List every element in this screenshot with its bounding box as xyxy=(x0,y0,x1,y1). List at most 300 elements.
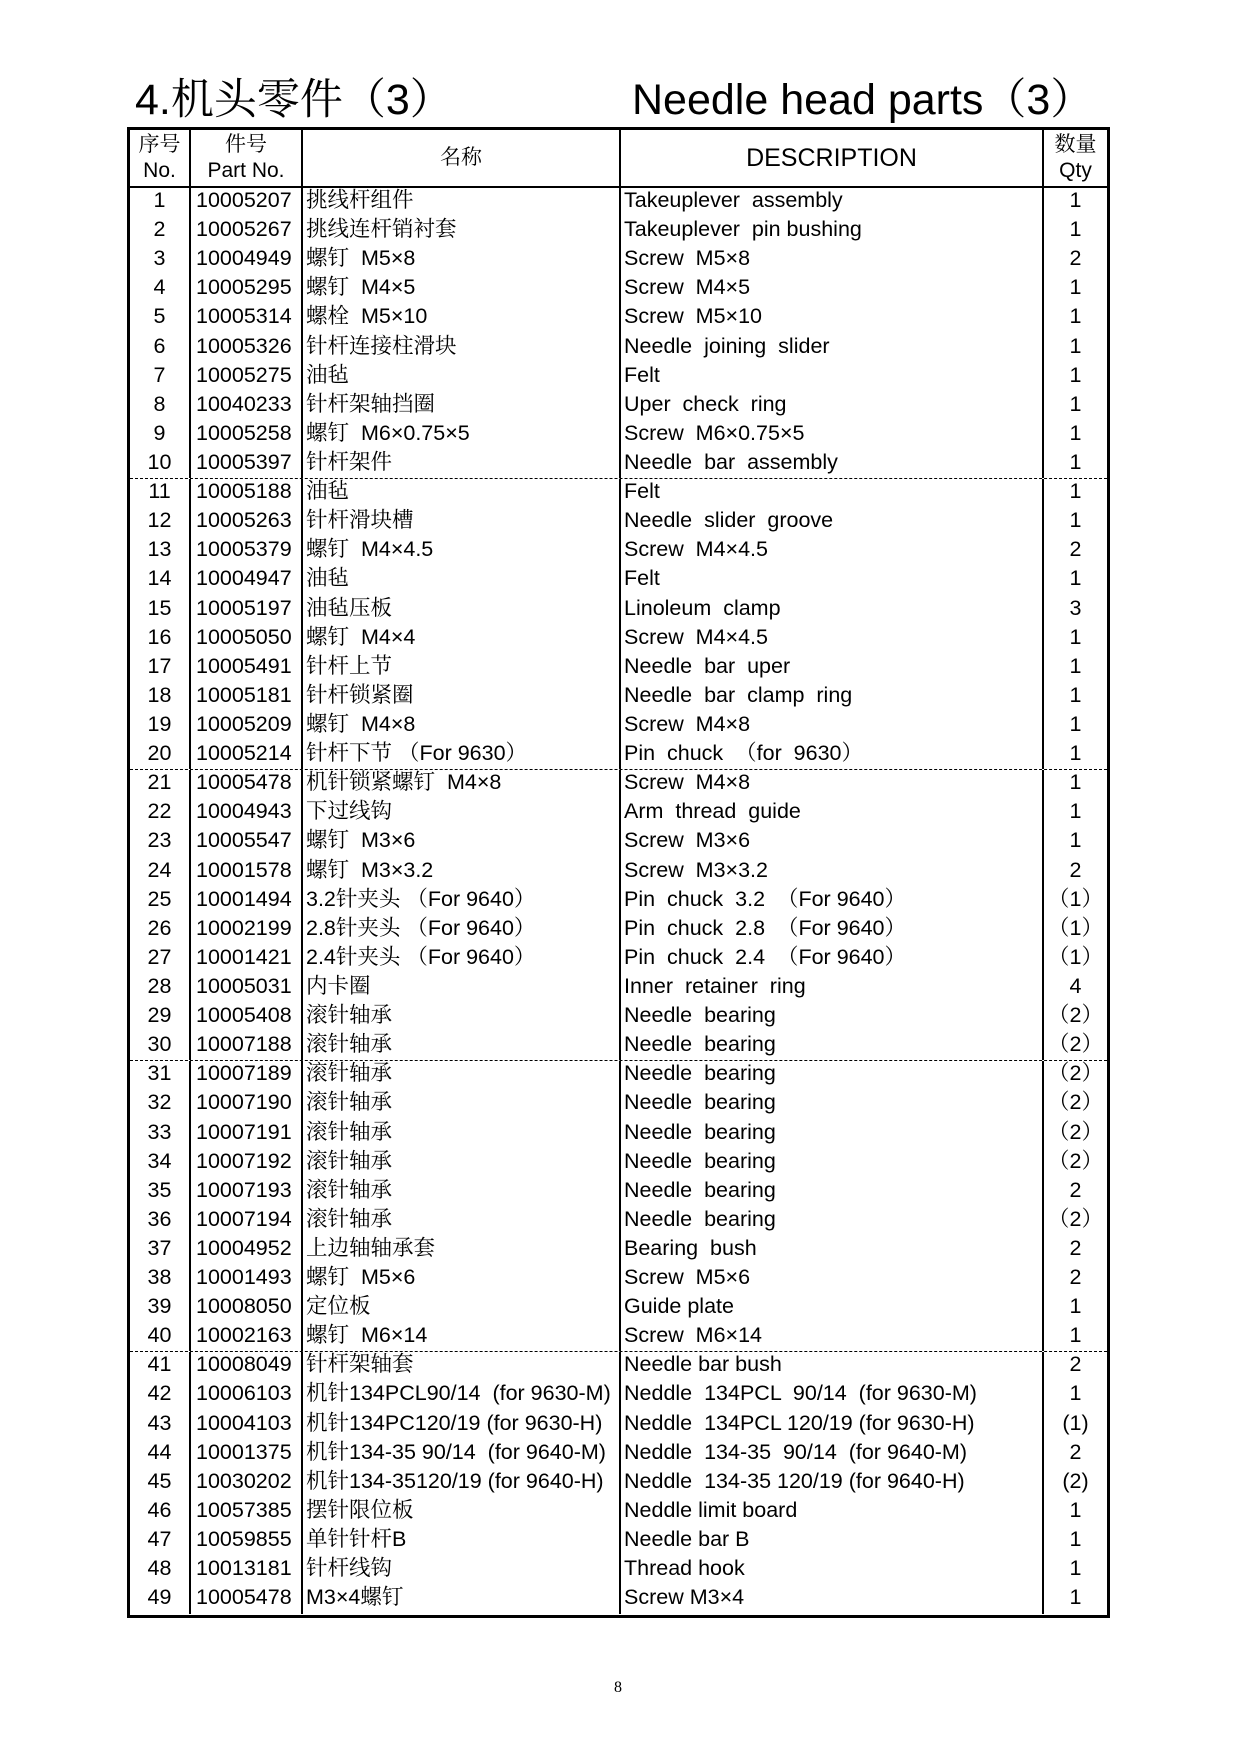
table-row xyxy=(130,828,1107,857)
part-quantity: 1 xyxy=(1069,799,1082,824)
part-name-zh: 机针134-35120/19 (for 9640-H) xyxy=(303,1469,621,1498)
header-part-en: Part No. xyxy=(207,159,285,182)
part-quantity: 1 xyxy=(1069,1527,1082,1552)
part-name-zh: 油毡 xyxy=(303,566,621,595)
row-number: 13 xyxy=(130,537,191,566)
part-number: 10005188 xyxy=(191,479,303,508)
part-description: Screw M4×8 xyxy=(621,770,1044,799)
row-number: 12 xyxy=(130,508,191,537)
part-name-zh: 机针134-35 90/14 (for 9640-M) xyxy=(303,1440,621,1469)
part-quantity: （2） xyxy=(1048,1148,1103,1173)
part-name-zh: 机针134PCL90/14 (for 9630-M) xyxy=(303,1381,621,1410)
table-row xyxy=(130,1090,1107,1119)
table-row xyxy=(130,450,1107,479)
row-number: 1 xyxy=(130,188,191,217)
table-row xyxy=(130,887,1107,916)
table-row xyxy=(130,799,1107,828)
part-quantity: 1 xyxy=(1069,479,1082,504)
table-row xyxy=(130,1032,1107,1061)
part-name-zh: 螺钉 M4×5 xyxy=(303,275,621,304)
table-row xyxy=(130,363,1107,392)
part-quantity: (1) xyxy=(1062,1410,1089,1435)
table-row xyxy=(130,1440,1107,1469)
part-name-zh: 机针134PC120/19 (for 9630-H) xyxy=(303,1411,621,1440)
row-number: 47 xyxy=(130,1527,191,1556)
table-row xyxy=(130,1469,1107,1498)
part-quantity: 2 xyxy=(1069,1177,1082,1202)
part-quantity: 1 xyxy=(1069,1497,1082,1522)
table-row xyxy=(130,334,1107,363)
part-quantity: 1 xyxy=(1069,391,1082,416)
row-number: 22 xyxy=(130,799,191,828)
page-title-chinese: 4.机头零件（3） xyxy=(135,76,453,124)
part-name-zh: 内卡圈 xyxy=(303,974,621,1003)
row-number: 38 xyxy=(130,1265,191,1294)
part-number: 10005478 xyxy=(191,1585,303,1614)
row-number: 5 xyxy=(130,304,191,333)
part-number: 10007191 xyxy=(191,1120,303,1149)
table-row xyxy=(130,508,1107,537)
part-name-zh: 螺钉 M6×0.75×5 xyxy=(303,421,621,450)
part-name-zh: 滚针轴承 xyxy=(303,1061,621,1090)
part-description: Neddle 134PCL 90/14 (for 9630-M) xyxy=(621,1381,1044,1410)
part-quantity: （2） xyxy=(1048,1206,1103,1231)
table-row xyxy=(130,1585,1107,1614)
row-number: 46 xyxy=(130,1498,191,1527)
part-quantity: 1 xyxy=(1069,682,1082,707)
part-quantity: 1 xyxy=(1069,1294,1082,1319)
part-name-zh: 挑线连杆销衬套 xyxy=(303,217,621,246)
part-description: Takeuplever pin bushing xyxy=(621,217,1044,246)
part-name-zh: 螺钉 M4×4.5 xyxy=(303,537,621,566)
part-quantity: 1 xyxy=(1069,508,1082,533)
row-number: 15 xyxy=(130,596,191,625)
part-description: Felt xyxy=(621,479,1044,508)
part-name-zh: 螺钉 M3×3.2 xyxy=(303,858,621,887)
part-number: 10008050 xyxy=(191,1294,303,1323)
part-quantity: 1 xyxy=(1069,1381,1082,1406)
row-number: 8 xyxy=(130,392,191,421)
part-name-zh: 滚针轴承 xyxy=(303,1003,621,1032)
part-quantity: （2） xyxy=(1048,1003,1103,1028)
header-no xyxy=(130,130,191,186)
part-description: Screw M3×3.2 xyxy=(621,858,1044,887)
part-quantity: 1 xyxy=(1069,1585,1082,1610)
part-quantity: 1 xyxy=(1069,653,1082,678)
row-number: 11 xyxy=(130,479,191,508)
part-number: 10001421 xyxy=(191,945,303,974)
part-description: Linoleum clamp xyxy=(621,596,1044,625)
part-name-zh: 3.2针夹头 （For 9640） xyxy=(303,887,621,916)
part-description: Screw M5×10 xyxy=(621,304,1044,333)
row-number: 33 xyxy=(130,1120,191,1149)
part-quantity: 1 xyxy=(1069,1556,1082,1581)
part-number: 10005258 xyxy=(191,421,303,450)
part-number: 10005209 xyxy=(191,712,303,741)
part-quantity: （1） xyxy=(1048,944,1103,969)
part-description: Screw M4×8 xyxy=(621,712,1044,741)
part-number: 10005267 xyxy=(191,217,303,246)
row-number: 30 xyxy=(130,1032,191,1060)
table-row xyxy=(130,1178,1107,1207)
table-row xyxy=(130,1061,1107,1090)
row-number: 34 xyxy=(130,1149,191,1178)
row-number: 28 xyxy=(130,974,191,1003)
part-description: Pin chuck 2.4 （For 9640） xyxy=(621,945,1044,974)
table-row xyxy=(130,1556,1107,1585)
part-name-zh: 滚针轴承 xyxy=(303,1090,621,1119)
part-description: Felt xyxy=(621,363,1044,392)
part-description: Needle bar clamp ring xyxy=(621,683,1044,712)
table-row xyxy=(130,945,1107,974)
part-number: 10006103 xyxy=(191,1381,303,1410)
part-number: 10007188 xyxy=(191,1032,303,1060)
parts-table xyxy=(127,127,1110,1618)
row-number: 18 xyxy=(130,683,191,712)
header-no-zh: 序号 xyxy=(138,133,181,156)
table-row xyxy=(130,770,1107,799)
part-name-zh: 针杆线钩 xyxy=(303,1556,621,1585)
table-row xyxy=(130,217,1107,246)
part-name-zh: 滚针轴承 xyxy=(303,1207,621,1236)
table-row xyxy=(130,304,1107,333)
row-number: 9 xyxy=(130,421,191,450)
part-quantity: 2 xyxy=(1069,1265,1082,1290)
part-description: Pin chuck 2.8 （For 9640） xyxy=(621,916,1044,945)
part-number: 10005314 xyxy=(191,304,303,333)
table-row xyxy=(130,683,1107,712)
row-number: 16 xyxy=(130,625,191,654)
part-number: 10001375 xyxy=(191,1440,303,1469)
part-number: 10005207 xyxy=(191,188,303,217)
row-number: 3 xyxy=(130,246,191,275)
part-description: Bearing bush xyxy=(621,1236,1044,1265)
table-row xyxy=(130,1003,1107,1032)
part-quantity: 2 xyxy=(1069,246,1082,271)
part-number: 10005275 xyxy=(191,363,303,392)
part-number: 10005397 xyxy=(191,450,303,478)
row-number: 10 xyxy=(130,450,191,478)
part-number: 10030202 xyxy=(191,1469,303,1498)
part-description: Takeuplever assembly xyxy=(621,188,1044,217)
part-name-zh: 螺钉 M6×14 xyxy=(303,1323,621,1351)
part-name-zh: 滚针轴承 xyxy=(303,1120,621,1149)
part-number: 10002163 xyxy=(191,1323,303,1351)
part-quantity: 1 xyxy=(1069,770,1082,795)
part-quantity: 1 xyxy=(1069,362,1082,387)
part-quantity: 2 xyxy=(1069,1352,1082,1377)
header-qty xyxy=(1044,130,1107,186)
part-description: Needle bar assembly xyxy=(621,450,1044,478)
part-number: 10001494 xyxy=(191,887,303,916)
table-row xyxy=(130,741,1107,770)
part-quantity: 1 xyxy=(1069,741,1082,766)
part-description: Needle slider groove xyxy=(621,508,1044,537)
part-description: Screw M6×14 xyxy=(621,1323,1044,1351)
table-row xyxy=(130,421,1107,450)
part-name-zh: 滚针轴承 xyxy=(303,1149,621,1178)
part-number: 10005263 xyxy=(191,508,303,537)
part-number: 10007189 xyxy=(191,1061,303,1090)
part-quantity: （1） xyxy=(1048,886,1103,911)
part-description: Needle bearing xyxy=(621,1120,1044,1149)
part-quantity: 1 xyxy=(1069,188,1082,212)
row-number: 23 xyxy=(130,828,191,857)
part-name-zh: 滚针轴承 xyxy=(303,1032,621,1060)
row-number: 40 xyxy=(130,1323,191,1351)
part-quantity: 2 xyxy=(1069,857,1082,882)
part-name-zh: 2.4针夹头 （For 9640） xyxy=(303,945,621,974)
part-quantity: 1 xyxy=(1069,333,1082,358)
table-row xyxy=(130,1498,1107,1527)
table-row xyxy=(130,1527,1107,1556)
part-name-zh: 滚针轴承 xyxy=(303,1178,621,1207)
row-number: 49 xyxy=(130,1585,191,1614)
part-quantity: （2） xyxy=(1048,1061,1103,1086)
part-description: Inner retainer ring xyxy=(621,974,1044,1003)
part-description: Needle bearing xyxy=(621,1090,1044,1119)
part-description: Needle joining slider xyxy=(621,334,1044,363)
row-number: 21 xyxy=(130,770,191,799)
part-description: Screw M5×6 xyxy=(621,1265,1044,1294)
row-number: 44 xyxy=(130,1440,191,1469)
part-name-zh: 螺钉 M4×4 xyxy=(303,625,621,654)
part-quantity: 1 xyxy=(1069,711,1082,736)
part-description: Uper check ring xyxy=(621,392,1044,421)
part-number: 10001578 xyxy=(191,858,303,887)
part-number: 10040233 xyxy=(191,392,303,421)
part-name-zh: 油毡 xyxy=(303,363,621,392)
parts-table-body xyxy=(130,188,1107,1614)
part-number: 10001493 xyxy=(191,1265,303,1294)
part-number: 10005478 xyxy=(191,770,303,799)
row-number: 14 xyxy=(130,566,191,595)
part-description: Screw M4×5 xyxy=(621,275,1044,304)
row-number: 42 xyxy=(130,1381,191,1410)
table-row xyxy=(130,654,1107,683)
header-description xyxy=(621,130,1044,186)
part-number: 10005408 xyxy=(191,1003,303,1032)
part-description: Screw M4×4.5 xyxy=(621,625,1044,654)
part-quantity: 1 xyxy=(1069,828,1082,853)
part-name-zh: 油毡 xyxy=(303,479,621,508)
row-number: 2 xyxy=(130,217,191,246)
part-number: 10007194 xyxy=(191,1207,303,1236)
row-number: 35 xyxy=(130,1178,191,1207)
part-number: 10004103 xyxy=(191,1411,303,1440)
table-row xyxy=(130,712,1107,741)
row-number: 31 xyxy=(130,1061,191,1090)
part-name-zh: 定位板 xyxy=(303,1294,621,1323)
part-description: Arm thread guide xyxy=(621,799,1044,828)
part-number: 10004943 xyxy=(191,799,303,828)
part-description: Needle bearing xyxy=(621,1149,1044,1178)
part-description: Needle bearing xyxy=(621,1032,1044,1060)
part-quantity: 1 xyxy=(1069,275,1082,300)
part-quantity: 1 xyxy=(1069,217,1082,242)
part-name-zh: 螺钉 M5×6 xyxy=(303,1265,621,1294)
part-quantity: 1 xyxy=(1069,420,1082,445)
row-number: 41 xyxy=(130,1352,191,1381)
row-number: 27 xyxy=(130,945,191,974)
header-part-no xyxy=(191,130,303,186)
part-name-zh: 针杆锁紧圈 xyxy=(303,683,621,712)
row-number: 45 xyxy=(130,1469,191,1498)
part-name-zh: 摆针限位板 xyxy=(303,1498,621,1527)
part-name-zh: M3×4螺钉 xyxy=(303,1585,621,1614)
part-quantity: （2） xyxy=(1048,1032,1103,1057)
part-number: 10005197 xyxy=(191,596,303,625)
part-number: 10008049 xyxy=(191,1352,303,1381)
table-row xyxy=(130,916,1107,945)
part-quantity: （2） xyxy=(1048,1119,1103,1144)
table-header-row xyxy=(130,130,1107,188)
part-number: 10057385 xyxy=(191,1498,303,1527)
part-number: 10004949 xyxy=(191,246,303,275)
part-description: Screw M3×4 xyxy=(621,1585,1044,1614)
part-description: Needle bar B xyxy=(621,1527,1044,1556)
part-description: Thread hook xyxy=(621,1556,1044,1585)
table-row xyxy=(130,1207,1107,1236)
part-number: 10005326 xyxy=(191,334,303,363)
part-quantity: (2) xyxy=(1062,1468,1089,1493)
part-description: Neddle 134PCL 120/19 (for 9630-H) xyxy=(621,1411,1044,1440)
part-quantity: 3 xyxy=(1069,595,1082,620)
part-name-zh: 油毡压板 xyxy=(303,596,621,625)
part-number: 10005181 xyxy=(191,683,303,712)
part-number: 10007190 xyxy=(191,1090,303,1119)
part-name-zh: 针杆架轴挡圈 xyxy=(303,392,621,421)
part-number: 10005547 xyxy=(191,828,303,857)
part-number: 10059855 xyxy=(191,1527,303,1556)
part-number: 10007192 xyxy=(191,1149,303,1178)
part-name-zh: 螺栓 M5×10 xyxy=(303,304,621,333)
table-row xyxy=(130,974,1107,1003)
part-number: 10004952 xyxy=(191,1236,303,1265)
table-row xyxy=(130,1381,1107,1410)
part-name-zh: 挑线杆组件 xyxy=(303,188,621,217)
header-name xyxy=(303,130,621,186)
table-row xyxy=(130,1265,1107,1294)
table-row xyxy=(130,1411,1107,1440)
part-name-zh: 针杆上节 xyxy=(303,654,621,683)
row-number: 39 xyxy=(130,1294,191,1323)
part-number: 10005050 xyxy=(191,625,303,654)
header-description-label: DESCRIPTION xyxy=(746,144,917,172)
row-number: 6 xyxy=(130,334,191,363)
row-number: 29 xyxy=(130,1003,191,1032)
part-name-zh: 螺钉 M5×8 xyxy=(303,246,621,275)
part-quantity: 4 xyxy=(1069,973,1082,998)
part-description: Pin chuck （for 9630） xyxy=(621,741,1044,769)
part-name-zh: 上边轴轴承套 xyxy=(303,1236,621,1265)
part-name-zh: 针杆架轴套 xyxy=(303,1352,621,1381)
table-row xyxy=(130,1294,1107,1323)
part-description: Needle bearing xyxy=(621,1178,1044,1207)
part-name-zh: 2.8针夹头 （For 9640） xyxy=(303,916,621,945)
header-part-zh: 件号 xyxy=(225,133,267,156)
part-description: Pin chuck 3.2 （For 9640） xyxy=(621,887,1044,916)
part-description: Screw M4×4.5 xyxy=(621,537,1044,566)
row-number: 36 xyxy=(130,1207,191,1236)
row-number: 7 xyxy=(130,363,191,392)
part-description: Screw M3×6 xyxy=(621,828,1044,857)
part-name-zh: 针杆滑块槽 xyxy=(303,508,621,537)
part-name-zh: 针杆下节 （For 9630） xyxy=(303,741,621,769)
part-name-zh: 机针锁紧螺钉 M4×8 xyxy=(303,770,621,799)
part-quantity: 1 xyxy=(1069,1323,1082,1348)
table-row xyxy=(130,188,1107,217)
table-row xyxy=(130,858,1107,887)
table-row xyxy=(130,1149,1107,1178)
part-number: 10005031 xyxy=(191,974,303,1003)
row-number: 32 xyxy=(130,1090,191,1119)
table-row xyxy=(130,1323,1107,1352)
part-number: 10005491 xyxy=(191,654,303,683)
part-description: Neddle 134-35 120/19 (for 9640-H) xyxy=(621,1469,1044,1498)
table-row xyxy=(130,275,1107,304)
row-number: 25 xyxy=(130,887,191,916)
part-quantity: （2） xyxy=(1048,1090,1103,1115)
header-name-zh: 名称 xyxy=(440,146,482,169)
row-number: 19 xyxy=(130,712,191,741)
part-quantity: 2 xyxy=(1069,1439,1082,1464)
part-quantity: 1 xyxy=(1069,624,1082,649)
row-number: 48 xyxy=(130,1556,191,1585)
part-description: Neddle limit board xyxy=(621,1498,1044,1527)
row-number: 20 xyxy=(130,741,191,769)
table-row xyxy=(130,479,1107,508)
part-number: 10005295 xyxy=(191,275,303,304)
part-description: Guide plate xyxy=(621,1294,1044,1323)
part-name-zh: 下过线钩 xyxy=(303,799,621,828)
part-number: 10005214 xyxy=(191,741,303,769)
part-number: 10013181 xyxy=(191,1556,303,1585)
part-quantity: （1） xyxy=(1048,915,1103,940)
part-name-zh: 针杆连接柱滑块 xyxy=(303,334,621,363)
part-description: Needle bearing xyxy=(621,1207,1044,1236)
part-description: Needle bar bush xyxy=(621,1352,1044,1381)
part-description: Needle bearing xyxy=(621,1003,1044,1032)
table-row xyxy=(130,1352,1107,1381)
part-description: Needle bearing xyxy=(621,1061,1044,1090)
part-name-zh: 螺钉 M4×8 xyxy=(303,712,621,741)
part-number: 10002199 xyxy=(191,916,303,945)
part-quantity: 1 xyxy=(1069,304,1082,329)
part-quantity: 2 xyxy=(1069,1235,1082,1260)
header-qty-zh: 数量 xyxy=(1054,133,1097,156)
row-number: 43 xyxy=(130,1411,191,1440)
part-quantity: 1 xyxy=(1069,449,1082,474)
part-quantity: 2 xyxy=(1069,537,1082,562)
part-name-zh: 螺钉 M3×6 xyxy=(303,828,621,857)
part-description: Needle bar uper xyxy=(621,654,1044,683)
part-quantity: 1 xyxy=(1069,566,1082,591)
header-no-en: No. xyxy=(143,159,176,182)
page-title-english: Needle head parts（3） xyxy=(632,76,1094,124)
part-description: Felt xyxy=(621,566,1044,595)
table-row xyxy=(130,246,1107,275)
row-number: 37 xyxy=(130,1236,191,1265)
part-description: Screw M6×0.75×5 xyxy=(621,421,1044,450)
table-row xyxy=(130,625,1107,654)
table-row xyxy=(130,1120,1107,1149)
part-number: 10005379 xyxy=(191,537,303,566)
table-row xyxy=(130,537,1107,566)
part-description: Screw M5×8 xyxy=(621,246,1044,275)
page-number: 8 xyxy=(614,1679,622,1696)
table-row xyxy=(130,566,1107,595)
